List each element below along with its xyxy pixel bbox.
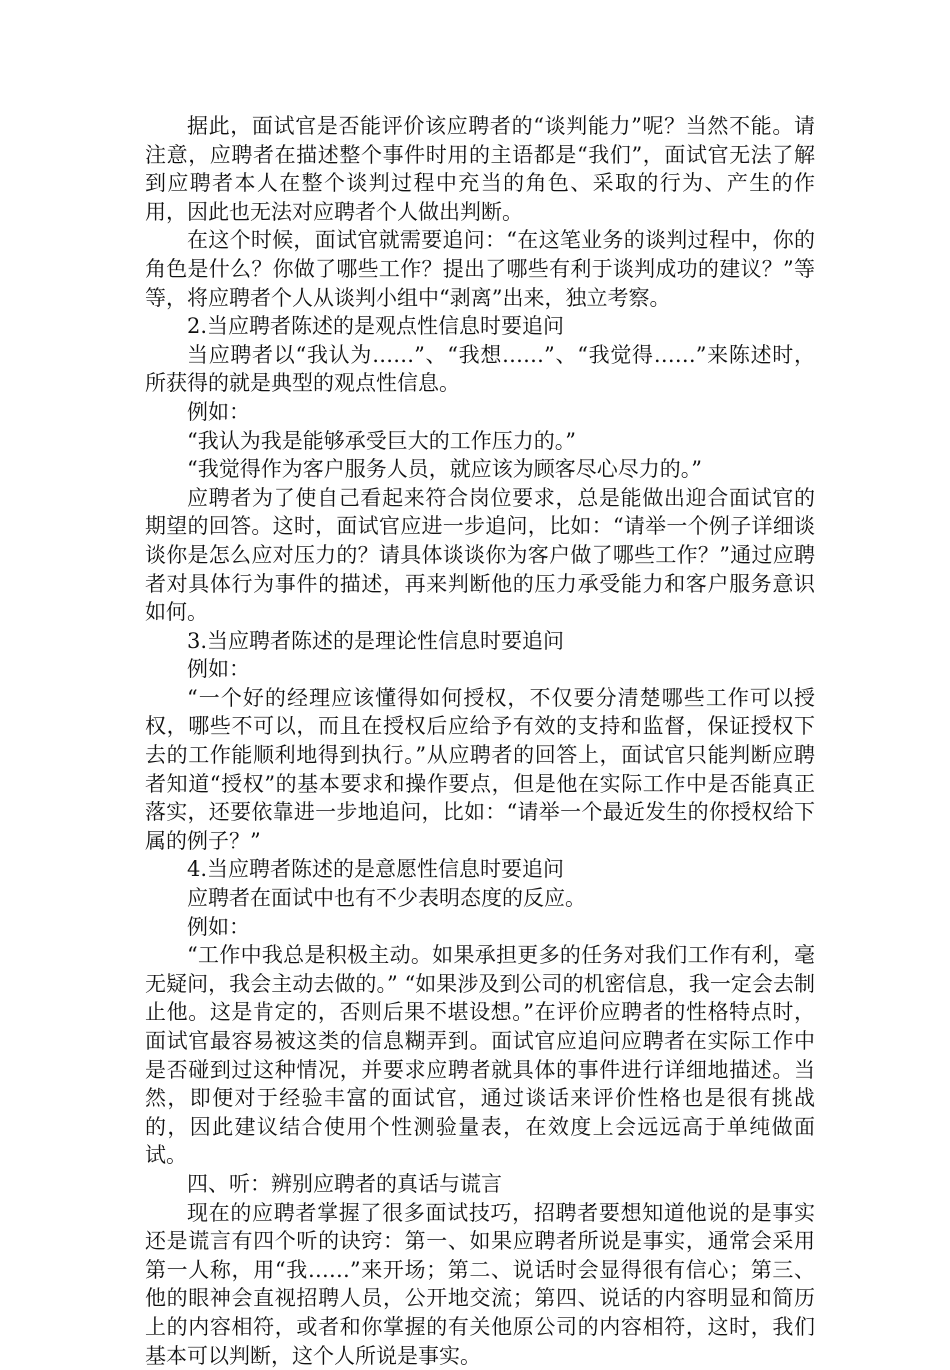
paragraph-follow-up-question: 在这个时候，面试官就需要追问：“在这笔业务的谈判过程中，你的角色是什么？你做了哪些工作？提出了哪些有利于谈判成功的建议？”等等，将应聘者个人从谈判小组中“剥离”出来，独立考察。 bbox=[145, 228, 815, 310]
heading-theory-info: 3.当应聘者陈述的是理论性信息时要追问 bbox=[187, 628, 565, 653]
quote-delegation: “一个好的经理应该懂得如何授权，不仅要分清楚哪些工作可以授权，哪些不可以，而且在授权后应给予有效的支持和监督，保证授权下去的工作能顺利地得到执行。”从应聘者的回答上，面试官只能判断应聘者知道“授权”的基本要求和操作要点，但是他在实际工作中是否能真正落实，还要依靠进一步地追问，比如：“请举一个最近发生的你授权给下属的例子？” bbox=[145, 685, 815, 853]
paragraph-negotiation-judgment: 据此，面试官是否能评价该应聘者的“谈判能力”呢？当然不能。请注意，应聘者在描述整个事件时用的主语都是“我们”，面试官无法了解到应聘者本人在整个谈判过程中充当的角色、采取的行为、产生的作用，因此也无法对应聘者个人做出判断。 bbox=[145, 114, 815, 224]
example-label: 例如： bbox=[187, 399, 250, 424]
document-page bbox=[145, 112, 815, 1370]
heading-opinion-info: 2.当应聘者陈述的是观点性信息时要追问 bbox=[187, 314, 565, 339]
quote-pressure: “我认为我是能够承受巨大的工作压力的。” bbox=[187, 428, 576, 453]
paragraph-listen-tips: 现在的应聘者掌握了很多面试技巧，招聘者要想知道他说的是事实还是谎言有四个听的诀窍：第一、如果应聘者所说是事实，通常会采用第一人称，用“我……”来开场；第二、说话时会显得很有信心；第三、他的眼神会直视招聘人员，公开地交流；第四、说话的内容明显和简历上的内容相符，或者和你掌握的有关他原公司的内容相符，这时，我们基本可以判断，这个人所说是事实。 bbox=[145, 1200, 815, 1368]
quote-proactive: “工作中我总是积极主动。如果承担更多的任务对我们工作有利，毫无疑问，我会主动去做的。” “如果涉及到公司的机密信息，我一定会去制止他。这是肯定的，否则后果不堪设想。”在评价应聘者的性格特点时，面试官最容易被这类的信息糊弄到。面试官应追问应聘者在实际工作中是否碰到过这种情况，并要求应聘者就具体的事件进行详细地描述。当然，即便对于经验丰富的面试官，通过谈话来评价性格也是很有挑战的，因此建议结合使用个性测验量表，在效度上会远远高于单纯做面试。 bbox=[145, 943, 815, 1168]
heading-listen-truth: 四、听：辨别应聘者的真话与谎言 bbox=[187, 1171, 502, 1196]
paragraph-opinion-followup: 应聘者为了使自己看起来符合岗位要求，总是能做出迎合面试官的期望的回答。这时，面试官应进一步追问，比如：“请举一个例子详细谈谈你是怎么应对压力的？请具体谈谈你为客户做了哪些工作？”通过应聘者对具体行为事件的描述，再来判断他的压力承受能力和客户服务意识如何。 bbox=[145, 485, 815, 625]
quote-customer-service: “我觉得作为客户服务人员，就应该为顾客尽心尽力的。” bbox=[187, 457, 702, 482]
paragraph-opinion-definition: 当应聘者以“我认为……”、“我想……”、“我觉得……”来陈述时，所获得的就是典型的观点性信息。 bbox=[145, 342, 815, 396]
example-label: 例如： bbox=[187, 657, 250, 682]
paragraph-intent-intro: 应聘者在面试中也有不少表明态度的反应。 bbox=[187, 886, 586, 911]
example-label: 例如： bbox=[187, 914, 250, 939]
heading-intent-info: 4.当应聘者陈述的是意愿性信息时要追问 bbox=[187, 857, 565, 882]
